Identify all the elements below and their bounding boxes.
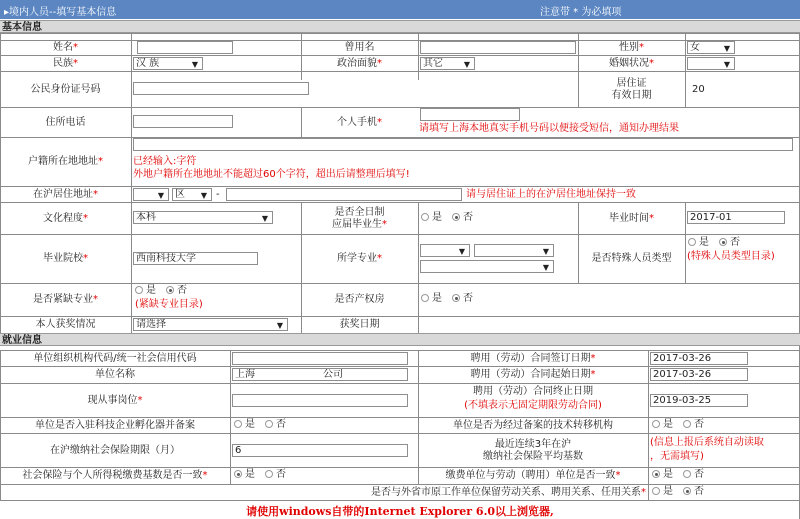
grad-time-label: 毕业时间 * xyxy=(609,212,654,224)
insurance-months-label: 在沪缴纳社会保险期限（月） xyxy=(50,444,180,456)
tax-match-no-radio[interactable] xyxy=(265,470,273,478)
incubator-label: 单位是否入驻科技企业孵化器并备案 xyxy=(35,419,195,431)
browser-notice: 请使用windows自带的Internet Explorer 6.0以上浏览器, xyxy=(246,505,554,518)
insurance-months-input[interactable]: 6 xyxy=(232,444,408,457)
contract-end-input[interactable]: 2019-03-25 xyxy=(650,394,748,407)
shortage-note[interactable]: (紧缺专业目录) xyxy=(135,299,203,310)
foreign-yes-radio[interactable] xyxy=(652,487,660,495)
payer-match-no-radio[interactable] xyxy=(683,470,691,478)
shortage-label: 是否紧缺专业 * xyxy=(33,294,98,305)
special-type-label: 是否特殊人员类型 xyxy=(591,253,672,264)
ethnicity-select[interactable]: 汉 族 ▼ xyxy=(133,57,203,70)
incubator-no-radio[interactable] xyxy=(265,420,273,428)
former-name-input[interactable] xyxy=(420,41,576,54)
fulltime-label: 是否全日制 应届毕业生* xyxy=(332,206,387,230)
title-bar xyxy=(0,0,800,19)
contract-end-label: 聘用（劳动）合同终止日期 xyxy=(473,385,593,397)
hukou-label: 户籍所在地地址 * xyxy=(28,156,103,167)
shanghai-address-input[interactable] xyxy=(226,188,462,201)
foreign-no-radio[interactable] xyxy=(683,487,691,495)
position-input[interactable] xyxy=(232,394,408,407)
contract-end-note: (不填表示无固定期限劳动合同) xyxy=(464,399,602,411)
special-yes-radio[interactable] xyxy=(688,238,696,246)
marital-label: 婚姻状况 * xyxy=(609,57,654,69)
special-type-radio-group[interactable]: 是 否 xyxy=(688,237,750,249)
section-employment-info: 就业信息 xyxy=(0,333,800,346)
political-select[interactable]: 其它 ▼ xyxy=(420,57,475,70)
tax-match-label: 社会保险与个人所得税缴费基数是否一致 * xyxy=(22,470,208,481)
payer-match-radio-group[interactable]: 是 否 xyxy=(652,469,714,481)
home-phone-input[interactable] xyxy=(133,115,233,128)
address-separator: - xyxy=(216,189,220,200)
section-basic-info: 基本信息 xyxy=(0,20,800,33)
property-yes-radio[interactable] xyxy=(421,294,429,302)
mobile-label: 个人手机 * xyxy=(337,116,382,128)
shanghai-district-select[interactable]: 区 ▼ xyxy=(172,188,212,201)
tech-transfer-radio-group[interactable]: 是 否 xyxy=(652,419,714,431)
special-type-note[interactable]: (特殊人员类型目录) xyxy=(687,251,775,262)
tax-match-yes-radio[interactable] xyxy=(234,470,242,478)
fulltime-radio-group[interactable]: 是 否 xyxy=(421,212,483,224)
shortage-yes-radio[interactable] xyxy=(135,286,143,294)
name-input[interactable] xyxy=(137,41,233,54)
mobile-hint: 请填写上海本地真实手机号码以便接受短信，通知办理结果 xyxy=(419,123,679,134)
id-label: 公民身份证号码 xyxy=(30,83,101,95)
shanghai-address-hint: 请与居住证上的在沪居住地址保持一致 xyxy=(466,189,636,200)
political-label: 政治面貌 * xyxy=(337,57,382,69)
tech-transfer-label: 单位是否为经过备案的技术转移机构 xyxy=(453,419,613,431)
property-no-radio[interactable] xyxy=(452,294,460,302)
marital-select[interactable]: ▼ xyxy=(687,57,735,70)
residence-permit-value: 20 xyxy=(692,84,705,95)
gender-label: 性别 * xyxy=(619,41,644,53)
award-label: 本人获奖情况 xyxy=(35,318,96,330)
incubator-radio-group[interactable]: 是 否 xyxy=(234,419,296,431)
hukou-input[interactable] xyxy=(133,138,793,151)
shortage-radio-group[interactable]: 是 否 xyxy=(135,285,197,297)
residence-permit-label: 居住证 有效日期 xyxy=(611,77,652,101)
major-category-select[interactable]: ▼ xyxy=(420,244,470,257)
education-label: 文化程度 * xyxy=(43,212,88,224)
hukou-hint: 外地户籍所在地地址不能超过60个字符，超出后请整理后填写! xyxy=(133,169,410,180)
required-note: 注意带 * 为必填项 xyxy=(540,7,622,18)
major-label: 所学专业 * xyxy=(337,253,382,264)
contract-start-input[interactable]: 2017-03-26 xyxy=(650,368,748,381)
foreign-relation-label: 是否与外省市原工作单位保留劳动关系、聘用关系、任用关系 * xyxy=(371,486,646,498)
gender-select[interactable]: 女 ▼ xyxy=(687,41,735,54)
ethnicity-label: 民族 * xyxy=(53,57,78,69)
salary-base-note: (信息上报后系统自动读取 ，无需填写) xyxy=(650,437,764,462)
fulltime-yes-radio[interactable] xyxy=(421,213,429,221)
contract-start-label: 聘用（劳动）合同起始日期 * xyxy=(470,369,596,380)
shortage-no-radio[interactable] xyxy=(166,286,174,294)
shanghai-address-label: 在沪居住地址 * xyxy=(33,188,98,200)
payer-match-yes-radio[interactable] xyxy=(652,470,660,478)
salary-base-label: 最近连续3年在沪 缴纳社会保险平均基数 xyxy=(483,438,583,462)
shanghai-city-select[interactable]: ▼ xyxy=(133,188,169,201)
hukou-count: 已经输入:字符 xyxy=(133,156,197,167)
page-title: ▸境内人员--填写基本信息 xyxy=(4,7,117,18)
tech-transfer-yes-radio[interactable] xyxy=(652,420,660,428)
grad-time-input[interactable]: 2017-01 xyxy=(687,211,785,224)
major-select[interactable]: ▼ xyxy=(420,260,554,273)
org-code-label: 单位组织机构代码/统一社会信用代码 xyxy=(33,352,197,364)
school-input[interactable]: 西南科技大学 xyxy=(133,252,258,265)
mobile-input[interactable] xyxy=(420,108,520,121)
payer-match-label: 缴费单位与劳动（聘用）单位是否一致 * xyxy=(445,470,621,481)
contract-sign-input[interactable]: 2017-03-26 xyxy=(650,352,748,365)
tech-transfer-no-radio[interactable] xyxy=(683,420,691,428)
org-name-input[interactable]: 上海 公司 xyxy=(232,368,408,381)
special-no-radio[interactable] xyxy=(719,238,727,246)
incubator-yes-radio[interactable] xyxy=(234,420,242,428)
property-label: 是否产权房 xyxy=(334,294,385,305)
org-name-label: 单位名称 xyxy=(95,369,135,380)
position-label: 现从事岗位 * xyxy=(87,394,143,406)
school-label: 毕业院校 * xyxy=(43,253,88,264)
property-radio-group[interactable]: 是 否 xyxy=(421,293,483,305)
foreign-relation-radio-group[interactable]: 是 否 xyxy=(652,486,714,498)
home-phone-label: 住所电话 xyxy=(45,116,86,128)
fulltime-no-radio[interactable] xyxy=(452,213,460,221)
tax-match-radio-group[interactable]: 是 否 xyxy=(234,469,296,481)
former-name-label: 曾用名 xyxy=(344,41,375,53)
name-label: 姓名 * xyxy=(53,41,78,53)
org-code-input[interactable] xyxy=(232,352,408,365)
education-select[interactable]: 本科 ▼ xyxy=(133,211,273,224)
award-select[interactable]: 请选择 ▼ xyxy=(133,318,288,331)
id-input[interactable] xyxy=(133,82,309,95)
award-date-label: 获奖日期 xyxy=(339,318,380,330)
contract-sign-label: 聘用（劳动）合同签订日期 * xyxy=(470,352,596,364)
major-class-select[interactable]: ▼ xyxy=(474,244,554,257)
